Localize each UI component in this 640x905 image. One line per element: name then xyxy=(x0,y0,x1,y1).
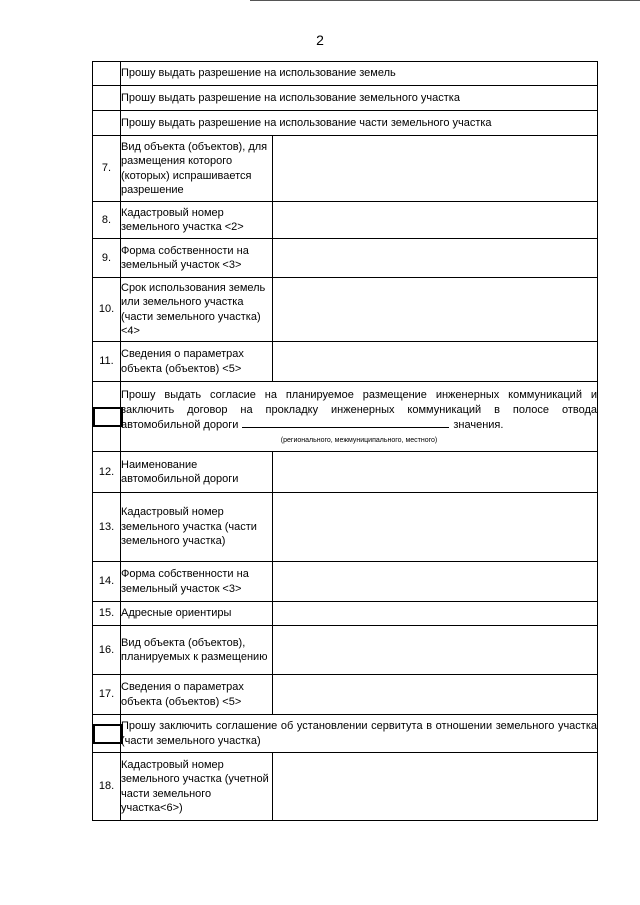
option-row xyxy=(93,86,598,111)
row-number: 9. xyxy=(93,239,121,278)
row-number: 18. xyxy=(93,753,121,821)
row-label: Кадастровый номер земельного участка (учетной части земельного участка<6>) xyxy=(121,753,273,821)
row-number: 13. xyxy=(93,493,121,562)
option-row xyxy=(93,62,598,86)
table-row xyxy=(93,342,598,382)
option-label: Прошу выдать разрешение на использование земель xyxy=(121,62,598,86)
table-row xyxy=(93,675,598,715)
row-value-field[interactable] xyxy=(273,675,598,715)
header-rule xyxy=(250,0,640,1)
table-row xyxy=(93,136,598,202)
row-number: 7. xyxy=(93,136,121,202)
road-significance-blank[interactable] xyxy=(242,417,449,428)
row-value-field[interactable] xyxy=(273,136,598,202)
row-label: Вид объекта (объектов), для размещения которого (которых) испрашивается разрешение xyxy=(121,136,273,202)
table-row xyxy=(93,626,598,675)
row-label: Форма собственности на земельный участок <3> xyxy=(121,239,273,278)
table-row xyxy=(93,602,598,626)
row-label: Адресные ориентиры xyxy=(121,602,273,626)
row-value-field[interactable] xyxy=(273,602,598,626)
row-value-field[interactable] xyxy=(273,202,598,239)
row-value-field[interactable] xyxy=(273,562,598,602)
row-label: Кадастровый номер земельного участка <2> xyxy=(121,202,273,239)
option-row xyxy=(93,111,598,136)
row-value-field[interactable] xyxy=(273,626,598,675)
row-value-field[interactable] xyxy=(273,342,598,382)
option-label: Прошу выдать разрешение на использование земельного участка xyxy=(121,86,598,111)
row-number: 12. xyxy=(93,452,121,493)
row-value-field[interactable] xyxy=(273,753,598,821)
consent-text-before: Прошу выдать согласие на планируемое размещение инженерных коммуникаций и заключить договор на прокладку инженерных коммуникаций в полосе отвода автомобильной дороги xyxy=(121,389,598,432)
row-value-field[interactable] xyxy=(273,278,598,342)
option-checkbox-land-use[interactable] xyxy=(93,62,121,86)
consent-text xyxy=(121,382,598,452)
servitude-checkbox[interactable] xyxy=(93,724,123,744)
row-value-field[interactable] xyxy=(273,452,598,493)
consent-text-after: значения. xyxy=(453,419,504,432)
table-row xyxy=(93,562,598,602)
option-label: Прошу выдать разрешение на использование части земельного участка xyxy=(121,111,598,136)
row-number: 10. xyxy=(93,278,121,342)
row-number: 11. xyxy=(93,342,121,382)
row-value-field[interactable] xyxy=(273,239,598,278)
table-row xyxy=(93,278,598,342)
table-row xyxy=(93,753,598,821)
blank-caption: (регионального, межмуниципального, местного) xyxy=(280,436,438,444)
row-number: 17. xyxy=(93,675,121,715)
option-checkbox-plot-use[interactable] xyxy=(93,86,121,111)
option-checkbox-plot-part-use[interactable] xyxy=(93,111,121,136)
row-number: 14. xyxy=(93,562,121,602)
consent-checkbox[interactable] xyxy=(93,407,123,427)
row-label: Форма собственности на земельный участок <3> xyxy=(121,562,273,602)
row-number: 15. xyxy=(93,602,121,626)
row-label: Сведения о параметрах объекта (объектов) <5> xyxy=(121,675,273,715)
servitude-row xyxy=(93,715,598,753)
row-number: 8. xyxy=(93,202,121,239)
row-number: 16. xyxy=(93,626,121,675)
servitude-checkbox-cell xyxy=(93,715,121,753)
consent-checkbox-cell xyxy=(93,382,121,452)
servitude-text: Прошу заключить соглашение об установлении сервитута в отношении земельного участка (части земельного участка) xyxy=(121,715,598,753)
table-row xyxy=(93,202,598,239)
row-label: Срок использования земель или земельного участка (части земельного участка) <4> xyxy=(121,278,273,342)
row-label: Вид объекта (объектов), планируемых к размещению xyxy=(121,626,273,675)
application-form-table xyxy=(92,61,598,821)
table-row xyxy=(93,493,598,562)
row-label: Сведения о параметрах объекта (объектов) <5> xyxy=(121,342,273,382)
consent-row xyxy=(93,382,598,452)
table-row xyxy=(93,452,598,493)
row-label: Кадастровый номер земельного участка (части земельного участка) xyxy=(121,493,273,562)
table-row xyxy=(93,239,598,278)
page-number: 2 xyxy=(316,32,324,48)
row-value-field[interactable] xyxy=(273,493,598,562)
row-label: Наименование автомобильной дороги xyxy=(121,452,273,493)
